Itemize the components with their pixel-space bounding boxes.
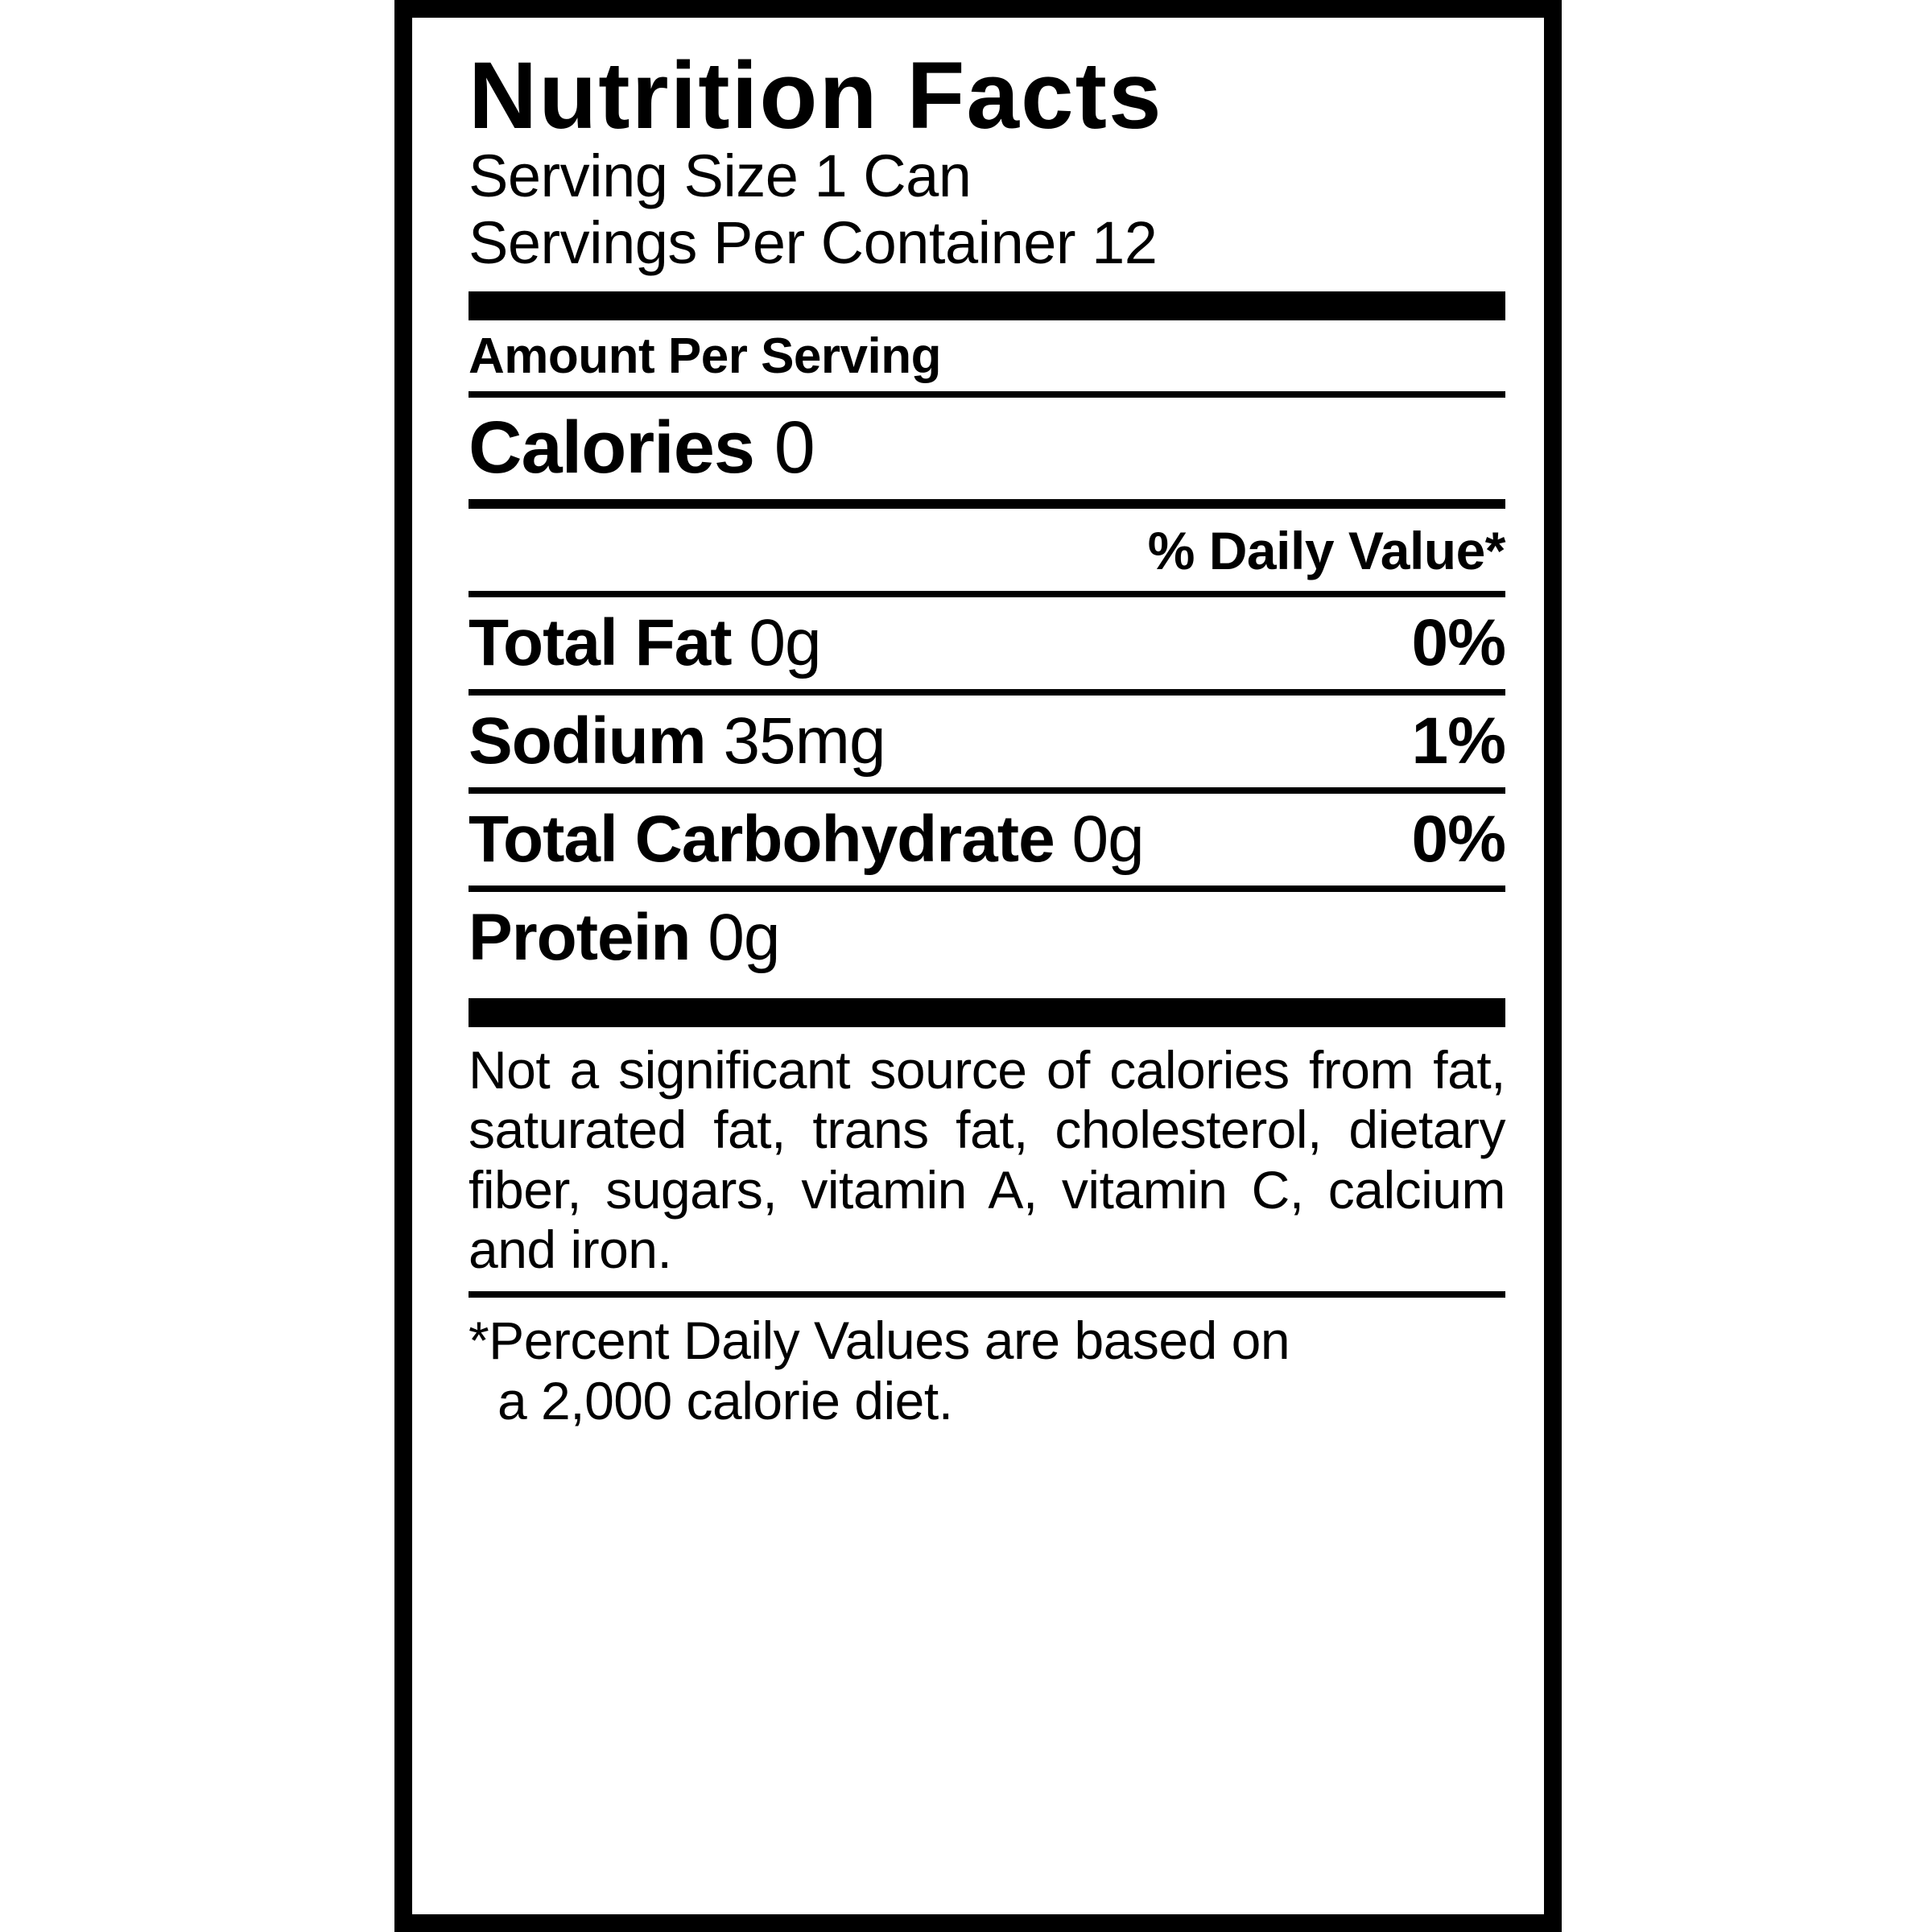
- nutrient-percent: 0%: [1411, 802, 1505, 876]
- nutrient-name-amount: [469, 900, 780, 974]
- daily-value-note-line2: a 2,000 calorie diet.: [497, 1370, 953, 1430]
- divider-thin-1: [469, 391, 1505, 398]
- nutrient-amount: 35mg: [723, 704, 886, 778]
- divider-thick-bottom: [469, 998, 1505, 1027]
- footnote-text: Not a significant source of calories from fat, saturated fat, trans fat, cholesterol, dietary fiber, sugars, vitamin A, vitamin C, calcium and iron.: [469, 1039, 1505, 1280]
- nutrition-facts-panel: [394, 0, 1562, 1932]
- divider-thin-5: [469, 886, 1505, 892]
- nutrient-name-amount: [469, 704, 886, 778]
- daily-value-header: % Daily Value*: [1147, 520, 1505, 580]
- divider-thick-top: [469, 291, 1505, 320]
- nutrition-facts-content: [469, 32, 1505, 1906]
- divider-med-1: [469, 499, 1505, 509]
- nutrient-name: Protein: [469, 900, 691, 974]
- daily-value-note: [469, 1298, 1505, 1430]
- divider-thin-3: [469, 689, 1505, 696]
- page-title: Nutrition Facts: [469, 43, 1163, 149]
- serving-size: Serving Size 1 Can: [469, 142, 972, 209]
- nutrient-percent: 0%: [1411, 605, 1505, 679]
- table-row: [469, 597, 1505, 689]
- table-row: [469, 892, 1505, 984]
- nutrient-amount: 0g: [749, 605, 821, 679]
- amount-per-serving: Amount Per Serving: [469, 328, 941, 384]
- calories-row: [469, 398, 1505, 499]
- calories-label: Calories: [469, 406, 755, 489]
- table-row: [469, 696, 1505, 787]
- nutrient-amount: 0g: [708, 900, 780, 974]
- divider-thin-6: [469, 1291, 1505, 1298]
- divider-thin-2: [469, 591, 1505, 597]
- daily-value-note-line1: *Percent Daily Values are based on: [469, 1311, 1290, 1371]
- nutrient-name: Sodium: [469, 704, 706, 778]
- calories-value: 0: [774, 406, 815, 489]
- nutrient-amount: 0g: [1071, 802, 1144, 876]
- nutrient-name: Total Carbohydrate: [469, 802, 1055, 876]
- nutrient-name-amount: [469, 802, 1144, 876]
- servings-per-container: Servings Per Container 12: [469, 208, 1158, 276]
- table-row: [469, 794, 1505, 886]
- divider-thin-4: [469, 787, 1505, 794]
- nutrient-name: Total Fat: [469, 605, 732, 679]
- nutrient-percent: 1%: [1411, 704, 1505, 778]
- nutrient-name-amount: [469, 605, 821, 679]
